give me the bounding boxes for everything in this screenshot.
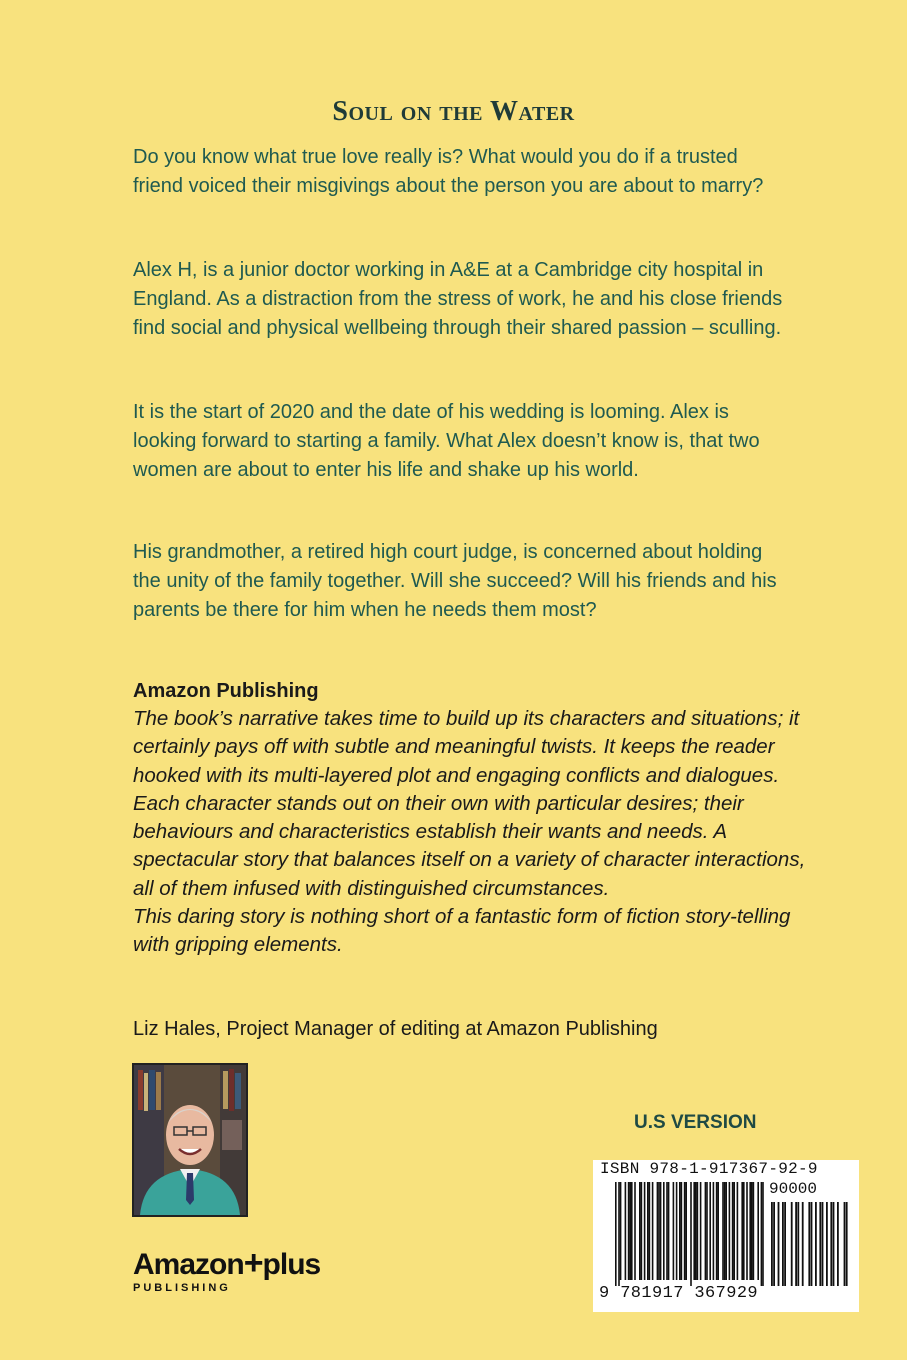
- book-title: Soul on the Water: [332, 96, 575, 127]
- price-addon-text: 90000: [769, 1180, 818, 1198]
- author-photo: [132, 1063, 248, 1217]
- review-text-main: The book’s narrative takes time to build up its characters and situations; it certainly pays off with subtle and meaningful twists. It keeps the reader hooked with its multi-layered plot and engaging conflicts and dialogues. Each character stands out on their own with particular desires; their behaviours and characteristics establish their wants and needs. A spectacular story that balances itself on a variety of character interactions, all of them infused with distinguished circumstances.: [133, 707, 806, 900]
- review-heading: Amazon Publishing: [133, 680, 319, 702]
- publisher-logo: [133, 1244, 321, 1294]
- isbn-barcode: [593, 1160, 859, 1312]
- author-photo-illustration: [134, 1065, 246, 1215]
- blurb-paragraph-1: Do you know what true love really is? What would you do if a trusted friend voiced their misgivings about the person you are about to marry?: [133, 146, 764, 197]
- plus-icon: +: [243, 1244, 263, 1282]
- publisher-logo-sub: PUBLISHING: [133, 1282, 231, 1294]
- review-text-closing: This daring story is nothing short of a fantastic form of fiction story-telling with gripping elements.: [133, 905, 791, 957]
- blurb-paragraph-2: Alex H, is a junior doctor working in A&E at a Cambridge city hospital in England. As a distraction from the stress of work, he and his close friends find social and physical wellbeing through their shared passion – sculling.: [133, 259, 783, 339]
- version-label: U.S VERSION: [634, 1112, 757, 1133]
- publisher-logo-main: Amazon: [133, 1248, 244, 1281]
- barcode-digits: 9 781917 367929: [599, 1284, 759, 1303]
- isbn-text: ISBN 978-1-917367-92-9: [600, 1160, 818, 1178]
- review-text: [133, 705, 813, 960]
- blurb-paragraph-4: His grandmother, a retired high court judge, is concerned about holding the unity of the family together. Will she succeed? Will his friends and his parents be there for him when he needs them most?: [133, 541, 777, 621]
- publisher-logo-plus: plus: [262, 1248, 321, 1281]
- blurb-paragraph-3: It is the start of 2020 and the date of his wedding is looming. Alex is looking forward to starting a family. What Alex doesn’t know is, that two women are about to enter his life and shake up his world.: [133, 401, 760, 481]
- reviewer-credit: Liz Hales, Project Manager of editing at Amazon Publishing: [133, 1018, 658, 1040]
